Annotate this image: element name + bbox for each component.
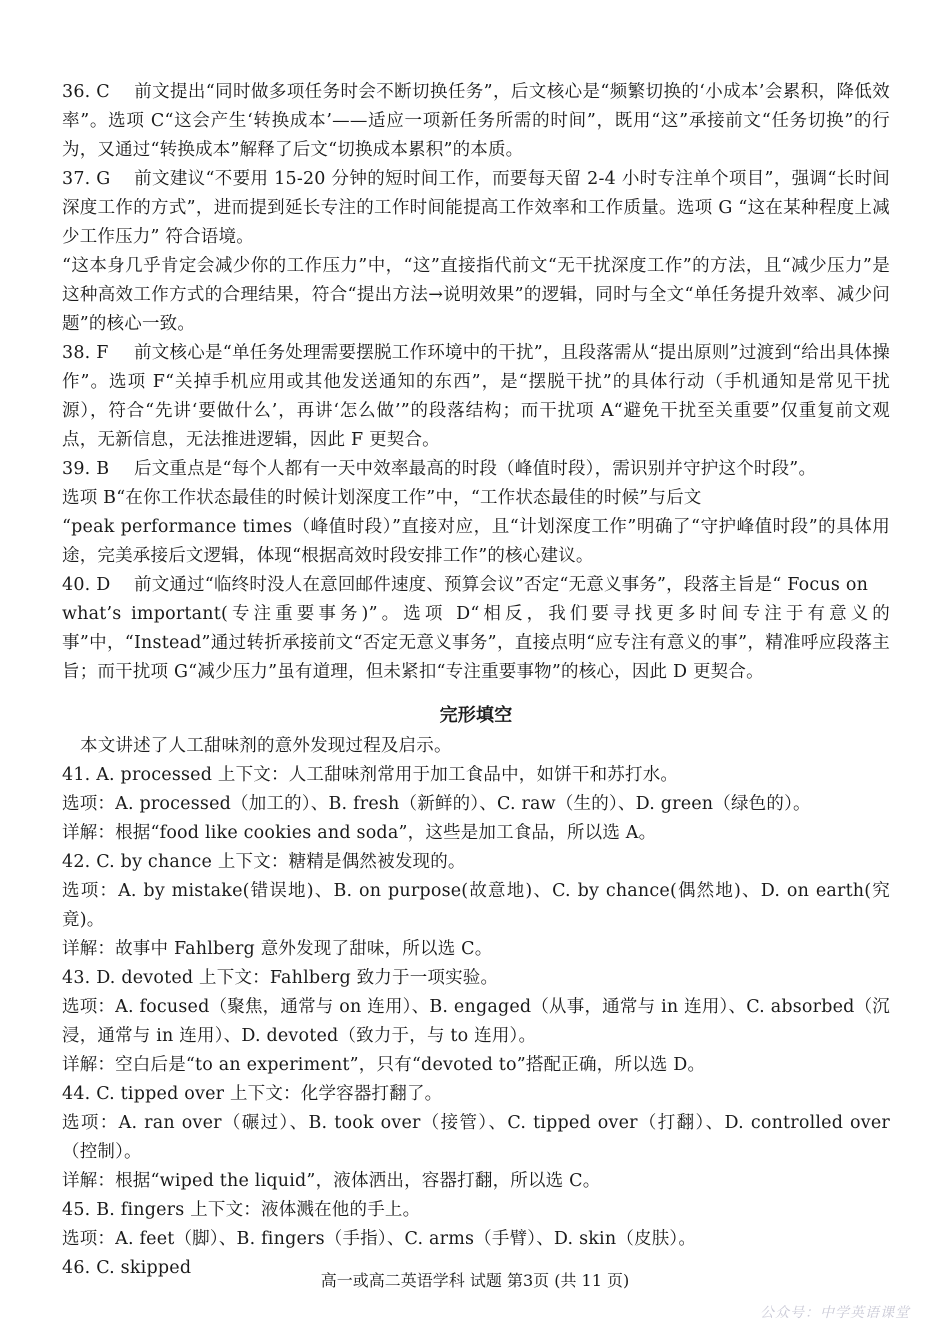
question-number: 39. B <box>62 459 110 479</box>
section-intro: 本文讲述了人工甜味剂的意外发现过程及启示。 <box>80 736 452 756</box>
explanation-text: 前文建议“不要用 15-20 分钟的短时间工作，而要每天留 2-4 小时专注单个项目”，强调“长时间深度工作的方式”，进而提到延长专注的工作时间能提高工作效率和工作质量。选项 G “这在某种程度上减少工作压力” 符合语境。 <box>62 169 890 247</box>
page-footer: 高一或高二英语学科 试题 第3页 (共 11 页) <box>320 1271 630 1290</box>
cloze-line: 选项：A. ran over（碾过）、B. took over（接管）、C. tipped over（打翻）、D. controlled over（控制）。 <box>62 1113 890 1162</box>
cloze-line: 选项：A. processed（加工的）、B. fresh（新鲜的）、C. raw（生的）、D. green（绿色的）。 <box>62 794 811 814</box>
cloze-line: 45. B. fingers 上下文：液体溅在他的手上。 <box>62 1200 421 1220</box>
question-number: 36. C <box>62 82 110 102</box>
answer-explanations <box>62 78 890 1283</box>
cloze-line: 42. C. by chance 上下文：糖精是偶然被发现的。 <box>62 852 466 872</box>
cloze-explanations <box>62 761 890 1283</box>
cloze-line: 选项：A. by mistake(错误地)、B. on purpose(故意地)、C. by chance(偶然地)、D. on earth(究竟)。 <box>62 881 890 930</box>
explanation-text: “这本身几乎肯定会减少你的工作压力”中，“这”直接指代前文“无干扰深度工作”的方法，且“减少压力”是这种高效工作方式的合理结果，符合“提出方法→说明效果”的逻辑，同时与全文“单任务提升效率、减少问题”的核心一致。 <box>62 256 890 334</box>
cloze-line: 46. C. skipped <box>62 1258 192 1278</box>
explanation-text: 后文重点是“每个人都有一天中效率最高的时段（峰值时段），需识别并守护这个时段”。 <box>134 459 817 479</box>
explanation-text: 前文核心是“单任务处理需要摆脱工作环境中的干扰”，且段落需从“提出原则”过渡到“给出具体操作”。选项 F“关掉手机应用或其他发送通知的东西”，是“摆脱干扰”的具体行动（手机通知是常见干扰源），符合“先讲‘要做什么’，再讲‘怎么做’”的段落结构；而干扰项 A“避免干扰至关重要”仅重复前文观点，无新信息，无法推进逻辑，因此 F 更契合。 <box>62 343 890 450</box>
cloze-line: 详解：根据“food like cookies and soda”，这些是加工食品，所以选 A。 <box>62 823 657 843</box>
cloze-line: 详解：空白后是“to an experiment”，只有“devoted to”搭配正确，所以选 D。 <box>62 1055 706 1075</box>
question-number: 40. D <box>62 575 111 595</box>
cloze-line: 选项：A. focused（聚焦，通常与 on 连用）、B. engaged（从事，通常与 in 连用）、C. absorbed（沉浸，通常与 in 连用）、D. devoted（致力于，与 to 连用）。 <box>62 997 890 1046</box>
section-title: 完形填空 <box>439 705 513 726</box>
watermark: 公众号：中学英语课堂 <box>760 1305 910 1321</box>
question-37 <box>62 165 890 339</box>
question-38 <box>62 339 890 455</box>
explanation-text: 前文提出“同时做多项任务时会不断切换任务”，后文核心是“频繁切换的‘小成本’会累积，降低效率”。选项 C“这会产生‘转换成本’——适应一项新任务所需的时间”，既用“这”承接前文“任务切换”的行为，又通过“转换成本”解释了后文“切换成本累积”的本质。 <box>62 82 890 160</box>
explanation-text: “peak performance times（峰值时段）”直接对应，且“计划深度工作”明确了“守护峰值时段”的具体用途，完美承接后文逻辑，体现“根据高效时段安排工作”的核心建议。 <box>62 517 890 566</box>
question-number: 37. G <box>62 169 111 189</box>
question-36 <box>62 78 890 165</box>
explanation-text: what’s important(专注重要事务)”。选项 D“相反，我们要寻找更多时间专注于有意义的事”中，“Instead”通过转折承接前文“否定无意义事务”，直接点明“应专注有意义的事”，精准呼应段落主旨；而干扰项 G“减少压力”虽有道理，但未紧扣“专注重要事物”的核心，因此 D 更契合。 <box>62 604 890 682</box>
cloze-line: 选项：A. feet（脚）、B. fingers（手指）、C. arms（手臂）、D. skin（皮肤）。 <box>62 1229 697 1249</box>
explanation-text: 选项 B“在你工作状态最佳的时候计划深度工作”中，“工作状态最佳的时候”与后文 <box>62 488 702 508</box>
cloze-line: 41. A. processed 上下文：人工甜味剂常用于加工食品中，如饼干和苏打水。 <box>62 765 679 785</box>
cloze-line: 44. C. tipped over 上下文：化学容器打翻了。 <box>62 1084 443 1104</box>
cloze-line: 43. D. devoted 上下文：Fahlberg 致力于一项实验。 <box>62 968 499 988</box>
question-39 <box>62 455 890 571</box>
cloze-line: 详解：根据“wiped the liquid”，液体洒出，容器打翻，所以选 C。 <box>62 1171 601 1191</box>
question-40 <box>62 571 890 687</box>
question-number: 38. F <box>62 343 109 363</box>
cloze-line: 详解：故事中 Fahlberg 意外发现了甜味，所以选 C。 <box>62 939 493 959</box>
explanation-text: 前文通过“临终时没人在意回邮件速度、预算会议”否定“无意义事务”，段落主旨是“ Focus on <box>134 575 869 595</box>
